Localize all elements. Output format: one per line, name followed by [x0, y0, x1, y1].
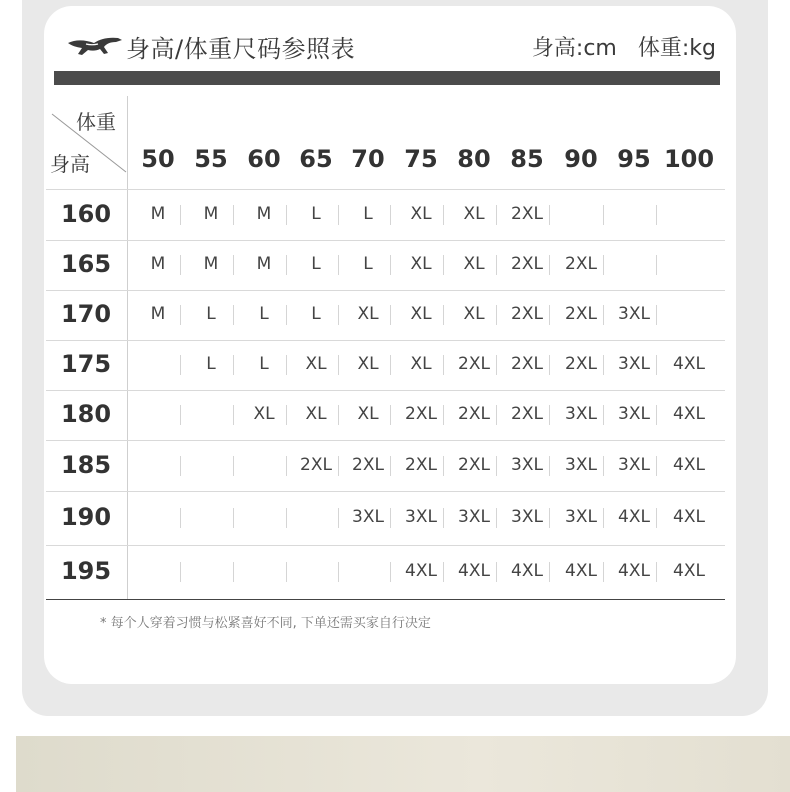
cell-separator [443, 405, 444, 425]
size-cell: 3XL [618, 404, 650, 424]
weight-header-65: 65 [299, 145, 333, 173]
size-cell: M [203, 204, 219, 224]
cell-separator [338, 562, 339, 582]
cell-separator [180, 562, 181, 582]
cell-separator [496, 255, 497, 275]
row-divider [46, 340, 725, 341]
cell-separator [443, 456, 444, 476]
weight-header-60: 60 [247, 145, 281, 173]
row-divider [46, 491, 725, 492]
cell-separator [656, 508, 657, 528]
size-cell: XL [410, 304, 432, 324]
header-divider-bar [54, 71, 720, 85]
size-cell: XL [463, 304, 485, 324]
cell-separator [656, 456, 657, 476]
size-cell: 4XL [618, 507, 650, 527]
cell-separator [233, 508, 234, 528]
size-cell: L [363, 254, 373, 274]
cell-separator [496, 562, 497, 582]
size-chart-card [44, 6, 736, 684]
cell-separator [180, 255, 181, 275]
cell-separator [549, 355, 550, 375]
cell-separator [443, 508, 444, 528]
chart-header [66, 26, 716, 66]
height-header-190: 190 [60, 503, 112, 531]
size-cell: 2XL [405, 404, 437, 424]
title-group [66, 29, 355, 64]
cell-separator [496, 508, 497, 528]
size-cell: 3XL [511, 507, 543, 527]
weight-header-70: 70 [351, 145, 385, 173]
size-cell: XL [357, 354, 379, 374]
cell-separator [233, 456, 234, 476]
cell-separator [233, 205, 234, 225]
size-cell: XL [410, 254, 432, 274]
size-cell: 4XL [673, 454, 705, 475]
size-cell: XL [305, 354, 327, 374]
size-cell: XL [357, 304, 379, 324]
size-cell: 4XL [673, 561, 705, 581]
size-cell: XL [463, 204, 485, 224]
cell-separator [286, 305, 287, 325]
height-header-185: 185 [60, 450, 112, 479]
size-cell: 4XL [565, 561, 597, 581]
cell-separator [549, 456, 550, 476]
size-cell: L [206, 304, 216, 324]
size-cell: 3XL [618, 354, 650, 374]
size-cell: L [363, 204, 373, 224]
cell-separator [603, 405, 604, 425]
size-cell: L [206, 354, 216, 374]
weight-header-50: 50 [141, 145, 175, 173]
cell-separator [390, 508, 391, 528]
cell-separator [338, 405, 339, 425]
cell-separator [338, 355, 339, 375]
row-divider [46, 545, 725, 546]
next-section-preview [16, 736, 790, 792]
height-header-175: 175 [60, 350, 112, 378]
size-cell: 3XL [405, 507, 437, 527]
cell-separator [286, 255, 287, 275]
cell-separator [603, 562, 604, 582]
size-cell: 2XL [511, 254, 543, 274]
cell-separator [443, 255, 444, 275]
size-cell: XL [410, 354, 432, 374]
size-cell: 4XL [458, 561, 490, 581]
size-cell: 4XL [673, 404, 705, 424]
height-header-165: 165 [60, 250, 112, 278]
cell-separator [338, 508, 339, 528]
weight-header-55: 55 [194, 145, 228, 173]
size-cell: L [311, 204, 321, 224]
height-unit: 身高:cm [531, 35, 617, 61]
weight-header-85: 85 [510, 145, 544, 173]
height-header-160: 160 [60, 200, 112, 228]
header-row-divider [46, 189, 725, 190]
size-cell: 4XL [673, 507, 705, 527]
cell-separator [233, 355, 234, 375]
weight-unit: 体重:kg [637, 35, 716, 61]
size-cell: 2XL [511, 304, 543, 324]
height-header-180: 180 [60, 400, 112, 428]
size-cell: 3XL [565, 454, 597, 475]
row-divider [46, 440, 725, 441]
cell-separator [496, 305, 497, 325]
weight-header-80: 80 [457, 145, 491, 173]
cell-separator [286, 355, 287, 375]
size-cell: 2XL [565, 254, 597, 274]
running-horse-logo-icon [66, 31, 124, 61]
cell-separator [496, 355, 497, 375]
cell-separator [443, 562, 444, 582]
units-label [518, 31, 716, 62]
size-cell: M [256, 204, 272, 224]
size-cell: 2XL [458, 354, 490, 374]
cell-separator [338, 205, 339, 225]
size-cell: M [203, 254, 219, 274]
cell-separator [656, 255, 657, 275]
size-cell: 4XL [511, 561, 543, 581]
height-header-195: 195 [60, 557, 112, 585]
cell-separator [656, 305, 657, 325]
cell-separator [390, 255, 391, 275]
cell-separator [286, 508, 287, 528]
size-cell: 2XL [458, 404, 490, 424]
size-cell: L [259, 354, 269, 374]
cell-separator [549, 255, 550, 275]
cell-separator [549, 205, 550, 225]
height-header-170: 170 [60, 300, 112, 328]
cell-separator [233, 255, 234, 275]
cell-separator [603, 255, 604, 275]
size-cell: 2XL [511, 404, 543, 424]
cell-separator [603, 508, 604, 528]
size-cell: 4XL [405, 561, 437, 581]
size-cell: 2XL [458, 454, 490, 475]
size-cell: 3XL [618, 454, 650, 475]
size-cell: L [311, 304, 321, 324]
cell-separator [390, 305, 391, 325]
size-cell: 3XL [565, 404, 597, 424]
size-cell: L [259, 304, 269, 324]
cell-separator [656, 562, 657, 582]
cell-separator [390, 405, 391, 425]
weight-header-95: 95 [617, 145, 651, 173]
cell-separator [443, 205, 444, 225]
table-bottom-border [46, 599, 725, 600]
cell-separator [443, 305, 444, 325]
size-cell: XL [253, 404, 275, 424]
cell-separator [390, 205, 391, 225]
size-cell: L [311, 254, 321, 274]
weight-axis-label: 体重 [76, 110, 116, 134]
cell-separator [180, 456, 181, 476]
size-cell: M [150, 304, 166, 324]
cell-separator [286, 562, 287, 582]
row-divider [46, 390, 725, 391]
weight-header-90: 90 [564, 145, 598, 173]
row-divider [46, 290, 725, 291]
cell-separator [603, 456, 604, 476]
size-cell: 2XL [352, 454, 384, 475]
cell-separator [656, 355, 657, 375]
cell-separator [390, 456, 391, 476]
cell-separator [603, 305, 604, 325]
cell-separator [603, 355, 604, 375]
size-cell: 2XL [565, 304, 597, 324]
cell-separator [656, 205, 657, 225]
cell-separator [286, 205, 287, 225]
size-cell: XL [463, 254, 485, 274]
header-column-divider [127, 96, 128, 599]
cell-separator [338, 456, 339, 476]
size-cell: XL [357, 404, 379, 424]
cell-separator [656, 405, 657, 425]
cell-separator [233, 405, 234, 425]
fit-note: * 每个人穿着习惯与松紧喜好不同, 下单还需买家自行决定 [100, 616, 431, 631]
size-cell: 2XL [511, 204, 543, 224]
page-title: 身高/体重尺码参照表 [126, 34, 356, 63]
size-cell: 3XL [565, 507, 597, 527]
cell-separator [180, 205, 181, 225]
size-cell: 2XL [565, 354, 597, 374]
cell-separator [443, 355, 444, 375]
cell-separator [338, 305, 339, 325]
cell-separator [233, 305, 234, 325]
size-cell: 3XL [618, 304, 650, 324]
cell-separator [180, 508, 181, 528]
size-cell: 2XL [300, 454, 332, 475]
cell-separator [180, 355, 181, 375]
size-cell: 4XL [618, 561, 650, 581]
table-corner-cell [48, 96, 128, 190]
size-cell: 2XL [511, 354, 543, 374]
cell-separator [603, 205, 604, 225]
size-cell: 3XL [458, 507, 490, 527]
cell-separator [496, 456, 497, 476]
size-cell: 3XL [511, 454, 543, 475]
weight-header-100: 100 [663, 145, 715, 173]
size-cell: 4XL [673, 354, 705, 374]
cell-separator [390, 562, 391, 582]
size-cell: M [150, 204, 166, 224]
cell-separator [496, 405, 497, 425]
cell-separator [338, 255, 339, 275]
cell-separator [286, 456, 287, 476]
size-cell: M [150, 254, 166, 274]
size-cell: M [256, 254, 272, 274]
row-divider [46, 240, 725, 241]
size-cell: 3XL [352, 507, 384, 527]
cell-separator [390, 355, 391, 375]
cell-separator [549, 405, 550, 425]
size-cell: 2XL [405, 454, 437, 475]
cell-separator [286, 405, 287, 425]
cell-separator [180, 405, 181, 425]
cell-separator [549, 562, 550, 582]
cell-separator [496, 205, 497, 225]
cell-separator [549, 508, 550, 528]
cell-separator [180, 305, 181, 325]
height-axis-label: 身高 [50, 152, 90, 176]
cell-separator [233, 562, 234, 582]
size-cell: XL [305, 404, 327, 424]
cell-separator [549, 305, 550, 325]
size-cell: XL [410, 204, 432, 224]
weight-header-75: 75 [404, 145, 438, 173]
